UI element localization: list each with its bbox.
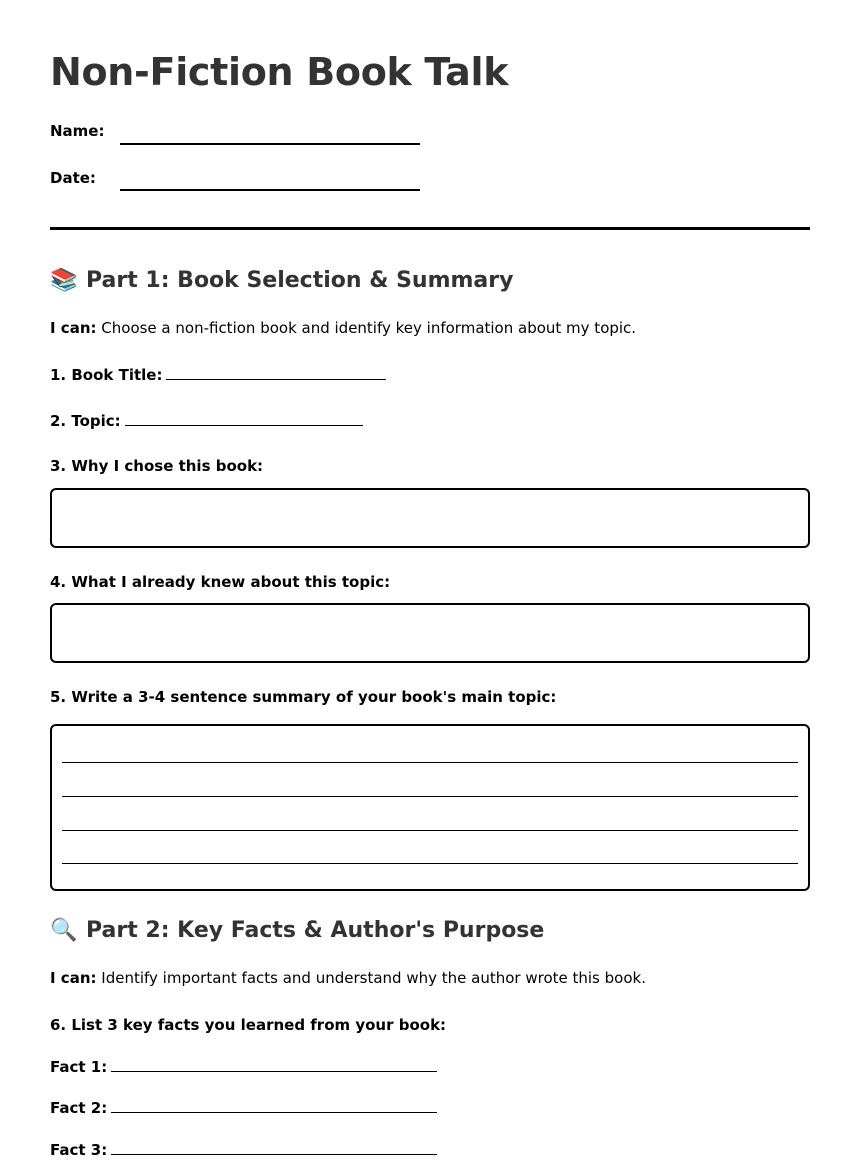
question-1 <box>50 366 386 384</box>
question-6 <box>50 1016 446 1034</box>
name-input-line[interactable] <box>120 143 420 145</box>
summary-writing-line <box>62 830 798 831</box>
fact-3-row <box>50 1141 437 1159</box>
part1-heading <box>50 268 513 293</box>
summary-writing-line <box>62 863 798 864</box>
topic-blank[interactable] <box>125 413 363 426</box>
fact-2-blank[interactable] <box>111 1100 437 1113</box>
key-facts-label: 6. List 3 key facts you learned from your book: <box>50 1016 447 1034</box>
question-2 <box>50 412 363 430</box>
header-divider <box>50 227 810 230</box>
magnifying-glass-icon: 🔍 <box>50 918 78 943</box>
why-chose-label: 3. Why I chose this book: <box>50 457 264 475</box>
fact-1-row <box>50 1058 437 1076</box>
fact-3-blank[interactable] <box>111 1142 437 1155</box>
date-input-line[interactable] <box>120 189 420 191</box>
fact-2-row <box>50 1099 437 1117</box>
name-label: Name: <box>50 122 105 140</box>
summary-answer-box[interactable] <box>50 724 810 891</box>
part2-ican <box>50 969 646 987</box>
fact-3-label: Fact 3: <box>50 1141 108 1159</box>
date-field-row <box>50 169 96 187</box>
books-icon: 📚 <box>50 268 78 293</box>
topic-label: 2. Topic: <box>50 412 121 430</box>
book-title-blank[interactable] <box>166 367 386 380</box>
part2-heading <box>50 918 544 943</box>
summary-writing-line <box>62 796 798 797</box>
part1-ican <box>50 319 636 337</box>
date-label: Date: <box>50 169 96 187</box>
fact-2-label: Fact 2: <box>50 1099 108 1117</box>
name-field-row <box>50 122 104 140</box>
fact-1-label: Fact 1: <box>50 1058 108 1076</box>
why-chose-answer-box[interactable] <box>50 488 810 548</box>
already-knew-label: 4. What I already knew about this topic: <box>50 573 391 591</box>
summary-writing-line <box>62 762 798 763</box>
already-knew-answer-box[interactable] <box>50 603 810 663</box>
question-5 <box>50 688 556 706</box>
part2-ican-label: I can: <box>50 969 97 987</box>
question-4 <box>50 573 390 591</box>
book-title-label: 1. Book Title: <box>50 366 163 384</box>
part2-ican-text: Identify important facts and understand why the author wrote this book. <box>101 969 646 987</box>
fact-1-blank[interactable] <box>111 1059 437 1072</box>
page-title: Non-Fiction Book Talk <box>50 50 509 94</box>
part1-ican-label: I can: <box>50 319 97 337</box>
part1-ican-text: Choose a non-fiction book and identify key information about my topic. <box>101 319 637 337</box>
summary-label: 5. Write a 3-4 sentence summary of your book's main topic: <box>50 688 557 706</box>
part2-heading-text: Part 2: Key Facts & Author's Purpose <box>86 918 545 943</box>
part1-heading-text: Part 1: Book Selection & Summary <box>86 268 514 293</box>
question-3 <box>50 457 263 475</box>
